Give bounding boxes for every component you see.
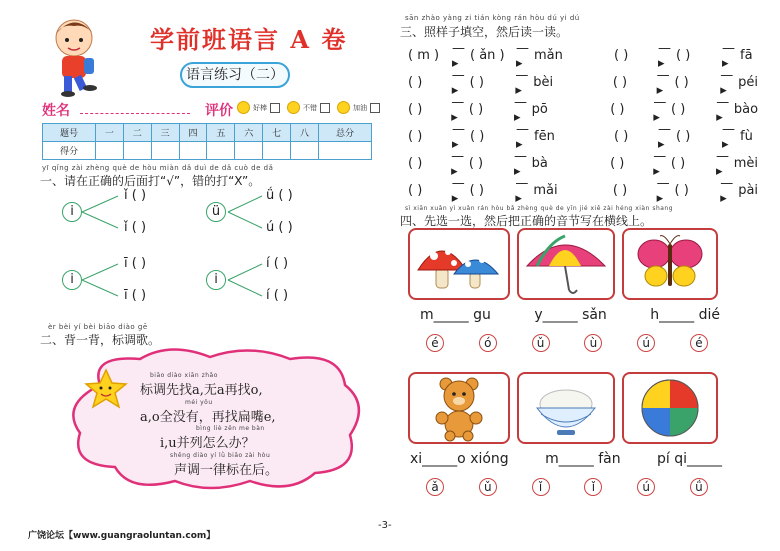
table-cell: 得分 <box>43 142 96 160</box>
poem-line-pinyin: méi yǒu <box>185 399 213 406</box>
fill-blank[interactable]: ( m ) <box>408 48 440 63</box>
fill-blank[interactable]: ( ) <box>470 129 485 144</box>
fill-blank[interactable]: ( ) <box>610 156 625 171</box>
smiley-icon <box>287 101 300 114</box>
q1-letter-circle: i <box>62 202 82 222</box>
fill-blank[interactable]: ( ) <box>612 75 628 90</box>
q1-connector-lines <box>60 190 300 320</box>
syllable: mèi <box>733 156 758 171</box>
umbrella-icon <box>519 230 613 298</box>
table-cell: 二 <box>123 124 151 142</box>
q3-row: ( ) —▸ ( ) —▸ mǎi ( ) —▸ ( ) —▸ pài <box>408 175 759 206</box>
page-title: 学前班语言 A 卷 <box>150 25 348 54</box>
tone-option[interactable]: ǔ <box>479 478 497 496</box>
syllable: pō <box>531 102 548 117</box>
butterfly-picture <box>622 228 718 300</box>
q4-row1-options <box>426 334 708 352</box>
mushroom-picture <box>408 228 510 300</box>
table-row <box>43 124 372 142</box>
answer-blank[interactable]: y_____ sǎn <box>534 307 607 323</box>
evaluation-label: 评价 <box>205 103 233 119</box>
q3-row: ( ) —▸ ( ) —▸ pō ( ) —▸ ( ) —▸ bào <box>408 94 759 125</box>
q2-pinyin: èr bèi yí bèi biāo diào gē <box>48 323 148 331</box>
fill-blank[interactable]: ( ) <box>468 156 484 171</box>
tone-option[interactable]: ǔ <box>532 334 550 352</box>
q4-row2-words <box>410 451 722 467</box>
fill-blank[interactable]: ( ) <box>468 102 484 117</box>
fill-blank[interactable]: ( ) <box>408 102 423 117</box>
poem-line: 声调一律标在后。 <box>174 463 279 478</box>
q3-row: ( m ) —▸ ( ǎn ) —▸ mǎn ( ) —▸ ( ) —▸ fā <box>408 40 753 71</box>
q4-pinyin: sì xiān xuǎn yì xuǎn rán hòu bǎ zhèng què de yīn jié xiě zài héng xiàn shang <box>405 205 674 212</box>
poem-line: i,u并列怎么办？ <box>160 436 255 451</box>
q3-row: ( ) —▸ ( ) —▸ fēn ( ) —▸ ( ) —▸ fù <box>408 121 753 152</box>
fill-blank[interactable]: ( ) <box>614 129 629 144</box>
syllable: bèi <box>533 75 554 90</box>
syllable: fā <box>740 48 753 63</box>
fill-blank[interactable]: ( ) <box>408 75 423 90</box>
fill-blank[interactable]: ( ) <box>676 129 691 144</box>
q3-rows <box>408 42 758 204</box>
q3-row: ( ) —▸ ( ) —▸ bà ( ) —▸ ( ) —▸ mèi <box>408 148 758 179</box>
tone-option[interactable]: ǘ <box>690 478 708 496</box>
name-label: 姓名 <box>42 103 70 119</box>
table-cell: 一 <box>95 124 123 142</box>
q1-letter-circle: i <box>206 270 226 290</box>
fill-blank[interactable]: ( ) <box>614 48 629 63</box>
fill-blank[interactable]: ( ) <box>671 102 686 117</box>
eval-option-label: 好棒 <box>253 103 267 112</box>
syllable: pài <box>738 183 759 198</box>
syllable: fù <box>740 129 753 144</box>
q3-row: ( ) —▸ ( ) —▸ bèi ( ) —▸ ( ) —▸ péi <box>408 67 758 98</box>
subtitle-badge: 语言练习（二） <box>180 62 290 88</box>
tone-option[interactable]: ú <box>637 334 655 352</box>
table-cell: 五 <box>207 124 235 142</box>
table-cell: 七 <box>263 124 291 142</box>
poem-line-pinyin: bìng liè zěn me bàn <box>196 425 265 432</box>
star-icon <box>84 368 128 410</box>
answer-blank[interactable]: xi_____o xióng <box>410 451 509 467</box>
fill-blank[interactable]: ( ) <box>670 156 686 171</box>
q1-option[interactable]: í ( ) <box>266 256 289 271</box>
rice-bowl-icon <box>519 374 613 442</box>
table-cell: 三 <box>151 124 179 142</box>
fill-blank[interactable]: ( ) <box>408 183 423 198</box>
q3-text: 三、照样子填空，然后读一读。 <box>400 25 569 39</box>
score-cell[interactable] <box>179 142 207 160</box>
fill-blank[interactable]: ( ) <box>612 183 628 198</box>
answer-blank[interactable]: m_____ fàn <box>545 451 621 467</box>
fill-blank[interactable]: ( ) <box>674 183 689 198</box>
q1-option[interactable]: ú ( ) <box>266 220 293 235</box>
footer-site: 广饶论坛【www.guangraoluntan.com】 <box>28 531 216 541</box>
ball-picture <box>622 372 718 444</box>
fill-blank[interactable]: ( ) <box>408 156 423 171</box>
butterfly-icon <box>624 230 716 298</box>
tone-option[interactable]: é <box>426 334 444 352</box>
poem-line: a,o全没有，再找扁嘴e, <box>140 410 276 425</box>
table-row <box>43 142 372 160</box>
tone-option[interactable]: ó <box>479 334 497 352</box>
q1-option[interactable]: ǐ ( ) <box>124 188 147 203</box>
tone-option[interactable]: ù <box>584 334 602 352</box>
q4-text: 四、先选一选，然后把正确的音节写在横线上。 <box>400 214 653 228</box>
bear-picture <box>408 372 510 444</box>
fill-blank[interactable]: ( ) <box>676 48 691 63</box>
answer-blank[interactable]: pí qi_____ <box>656 451 722 467</box>
q1-option[interactable]: ǐ ( ) <box>124 220 147 235</box>
answer-blank[interactable]: h_____ dié <box>650 307 720 323</box>
q1-letter-circle: ü <box>206 202 226 222</box>
poem-line-pinyin: biāo diào xiān zhǎo <box>150 372 218 379</box>
syllable: péi <box>738 75 758 90</box>
rice-bowl-picture <box>517 372 615 444</box>
evaluation-options <box>237 101 380 114</box>
syllable: bào <box>733 102 759 117</box>
table-cell: 八 <box>291 124 319 142</box>
syllable: mǎi <box>533 183 558 198</box>
fill-blank[interactable]: ( ) <box>469 183 484 198</box>
child-mascot-illustration <box>40 12 108 100</box>
name-input-line[interactable] <box>80 113 190 114</box>
score-cell[interactable] <box>235 142 263 160</box>
score-cell[interactable] <box>318 142 371 160</box>
q1-text: 一、请在正确的后面打“√”，错的打“X”。 <box>40 174 261 188</box>
teddy-bear-icon <box>410 374 508 442</box>
tone-option[interactable]: ǐ <box>532 478 550 496</box>
tone-option[interactable]: ǎ <box>426 478 444 496</box>
table-cell: 题号 <box>43 124 96 142</box>
q1-option[interactable]: í ( ) <box>266 288 289 303</box>
q1-option[interactable]: ī ( ) <box>124 256 147 271</box>
score-cell[interactable] <box>123 142 151 160</box>
q4-row2-options <box>426 478 708 496</box>
umbrella-picture <box>517 228 615 300</box>
eval-option-label: 加油 <box>353 103 367 112</box>
tone-option[interactable]: é <box>690 334 708 352</box>
score-cell[interactable] <box>263 142 291 160</box>
smiley-icon <box>237 101 250 114</box>
eval-option-label: 不错 <box>303 103 317 112</box>
fill-blank[interactable]: ( ) <box>408 129 423 144</box>
q1-pinyin: yī qǐng zài zhèng què de hòu miàn dǎ duì de dǎ cuò de dǎ <box>42 164 274 172</box>
mushroom-icon <box>410 230 508 298</box>
q1-option[interactable]: ī ( ) <box>124 288 147 303</box>
fill-blank[interactable]: ( ) <box>610 102 625 117</box>
beach-ball-icon <box>624 374 716 442</box>
eval-checkbox[interactable] <box>320 103 330 113</box>
q3-pinyin: sān zhào yàng zi tián kòng rán hòu dú yi dú <box>405 14 580 22</box>
eval-checkbox[interactable] <box>270 103 280 113</box>
fill-blank[interactable]: ( ) <box>674 75 689 90</box>
score-table <box>42 123 372 160</box>
smiley-icon <box>337 101 350 114</box>
table-cell: 四 <box>179 124 207 142</box>
page-number: -3- <box>378 520 392 531</box>
fill-blank[interactable]: ( ǎn ) <box>470 48 505 63</box>
score-cell[interactable] <box>291 142 319 160</box>
poem-line: 标调先找a,无a再找o, <box>140 383 263 398</box>
poem-line-pinyin: shēng diào yí lǜ biāo zài hòu <box>170 452 271 459</box>
syllable: fēn <box>534 129 555 144</box>
q1-option[interactable]: ǘ ( ) <box>266 188 293 203</box>
fill-blank[interactable]: ( ) <box>469 75 484 90</box>
tone-option[interactable]: ú <box>637 478 655 496</box>
table-cell: 六 <box>235 124 263 142</box>
score-cell[interactable] <box>207 142 235 160</box>
syllable: mǎn <box>534 48 563 63</box>
table-cell: 总分 <box>318 124 371 142</box>
q4-row1-words <box>420 307 720 323</box>
q1-letter-circle: i <box>62 270 82 290</box>
score-cell[interactable] <box>151 142 179 160</box>
eval-checkbox[interactable] <box>370 103 380 113</box>
score-cell[interactable] <box>95 142 123 160</box>
answer-blank[interactable]: m_____ gu <box>420 307 491 323</box>
tone-option[interactable]: ǐ <box>584 478 602 496</box>
syllable: bà <box>531 156 548 171</box>
q2-text: 二、背一背，标调歌。 <box>40 333 161 347</box>
